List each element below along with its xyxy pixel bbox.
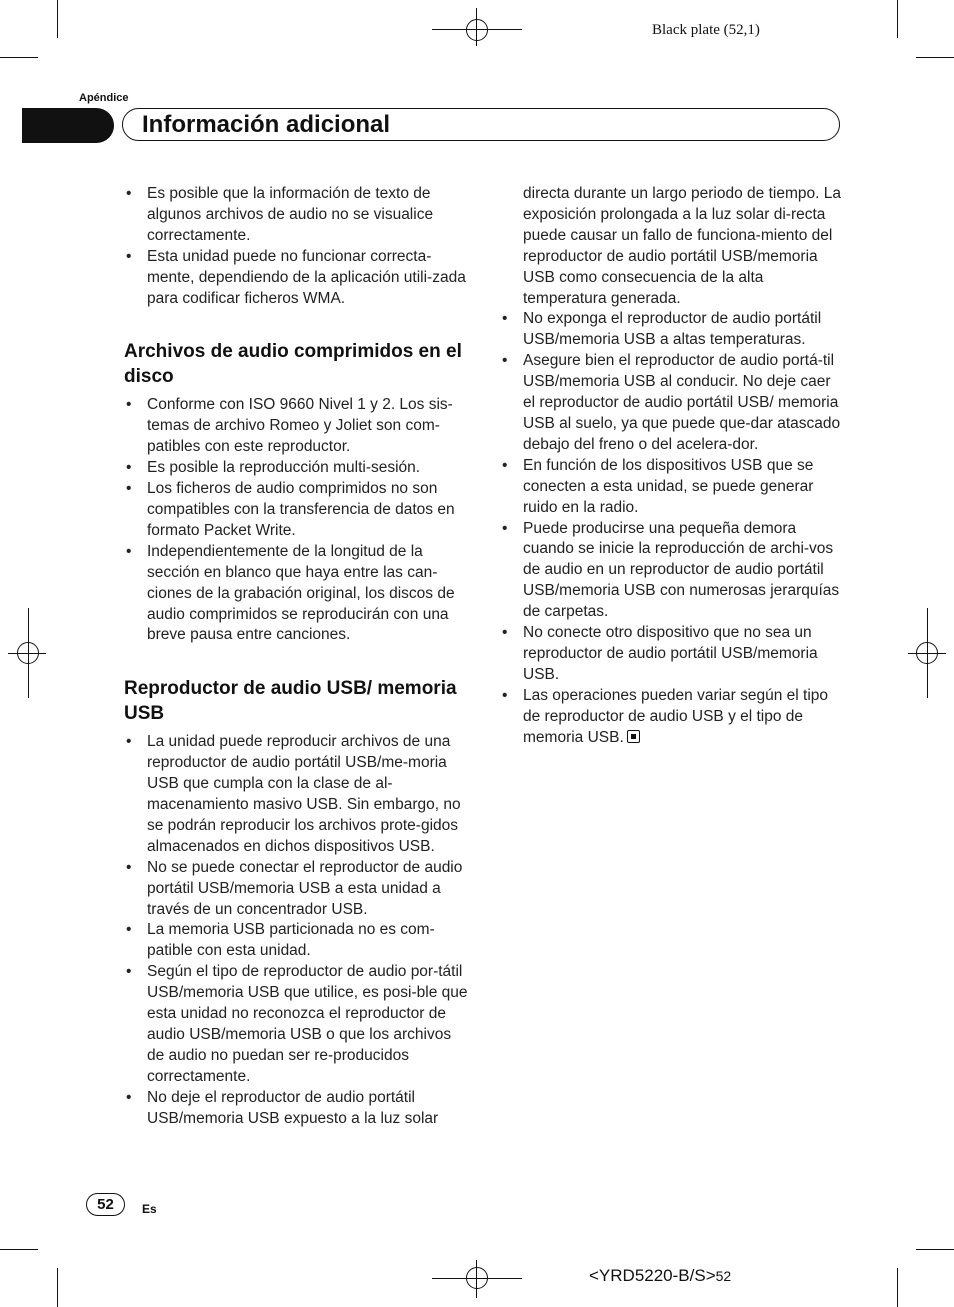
list-item: • Puede producirse una pequeña demora cuando se inicie la reproducción de archi-vos de audio en un reproductor de audio portátil USB/memoria USB con numerosas jerarquías de carpetas. [500, 519, 844, 624]
list-item [500, 686, 844, 749]
list-item: • No exponga el reproductor de audio portátil USB/memoria USB a altas temperaturas. [500, 309, 844, 351]
stop-square-icon [627, 730, 640, 743]
crop-mark [916, 1249, 954, 1250]
registration-circle-icon [466, 1267, 488, 1289]
page-number: 52 [86, 1193, 125, 1216]
model-code-text: <YRD5220-B/S> [589, 1266, 716, 1285]
model-page-number: 52 [715, 1268, 732, 1284]
right-column [500, 184, 844, 748]
model-code [589, 1266, 731, 1286]
list-item: • No conecte otro dispositivo que no sea un reproductor de audio portátil USB/memoria USB. [500, 623, 844, 686]
list-item: • No se puede conectar el reproductor de audio portátil USB/memoria USB a esta unidad a través de un concentrador USB. [124, 858, 468, 921]
header-tab [22, 108, 114, 143]
crop-mark [897, 1268, 898, 1307]
crop-mark [57, 0, 58, 38]
list-item: • La unidad puede reproducir archivos de una reproductor de audio portátil USB/me-moria USB que cumpla con la clase de al-macenamiento masivo USB. Sin embargo, no se podrán reproducir los archivos prote-gidos almacenados en dichos dispositivos USB. [124, 732, 468, 857]
language-code: Es [142, 1202, 157, 1216]
intro-list [124, 184, 468, 309]
registration-circle-icon [466, 19, 488, 41]
registration-circle-icon [916, 642, 938, 664]
list-item: • Es posible la reproducción multi-sesión. [124, 458, 468, 479]
list-item: • No deje el reproductor de audio portátil USB/memoria USB expuesto a la luz solar [124, 1088, 468, 1130]
list-item: • Es posible que la información de texto de algunos archivos de audio no se visualice correctamente. [124, 184, 468, 247]
left-column [124, 184, 468, 1130]
section2-list [124, 732, 468, 1129]
list-item: • En función de los dispositivos USB que se conecten a esta unidad, se puede generar ruido en la radio. [500, 456, 844, 519]
right-list [500, 309, 844, 748]
crop-mark [916, 57, 954, 58]
list-item: • Los ficheros de audio comprimidos no son compatibles con la transferencia de datos en formato Packet Write. [124, 479, 468, 542]
list-item: • La memoria USB particionada no es com-patible con esta unidad. [124, 920, 468, 962]
crop-mark [0, 1249, 38, 1250]
crop-mark [897, 0, 898, 38]
list-item: • Independientemente de la longitud de la sección en blanco que haya entre las can-ciones de la grabación original, los discos de audio comprimidos se reproducirán con una breve pausa entre canciones. [124, 542, 468, 647]
list-item-text: Las operaciones pueden variar según el tipo de reproductor de audio USB y el tipo de memoria USB. [523, 686, 829, 746]
section-label: Apéndice [79, 92, 129, 104]
registration-circle-icon [17, 642, 39, 664]
page-title: Información adicional [142, 111, 391, 138]
plate-info: Black plate (52,1) [652, 22, 760, 38]
list-item: • Conforme con ISO 9660 Nivel 1 y 2. Los sis-temas de archivo Romeo y Joliet son com-patibles con este reproductor. [124, 395, 468, 458]
crop-mark [0, 57, 38, 58]
crop-mark [57, 1268, 58, 1307]
section-heading: Archivos de audio comprimidos en el disco [124, 341, 462, 388]
section1-list [124, 395, 468, 646]
list-item: • Según el tipo de reproductor de audio por-tátil USB/memoria USB que utilice, es posi-ble que esta unidad no reconozca el reproductor de audio USB/memoria USB o que los archivos de audio no puedan ser re-producidos correctamente. [124, 962, 468, 1087]
list-item: • Esta unidad puede no funcionar correcta-mente, dependiendo de la aplicación utili-zada para codificar ficheros WMA. [124, 247, 468, 310]
continued-paragraph: directa durante un largo periodo de tiempo. La exposición prolongada a la luz solar di-recta puede causar un fallo de funciona-miento del reproductor de audio portátil USB/memoria USB como consecuencia de la alta temperatura generada. [523, 185, 841, 307]
list-item: • Asegure bien el reproductor de audio portá-til USB/memoria USB al conducir. No deje caer el reproductor de audio portátil USB/ memoria USB al suelo, ya que puede que-dar atascado debajo del freno o del acelera-dor. [500, 351, 844, 456]
section-heading: Reproductor de audio USB/ memoria USB [124, 678, 457, 725]
